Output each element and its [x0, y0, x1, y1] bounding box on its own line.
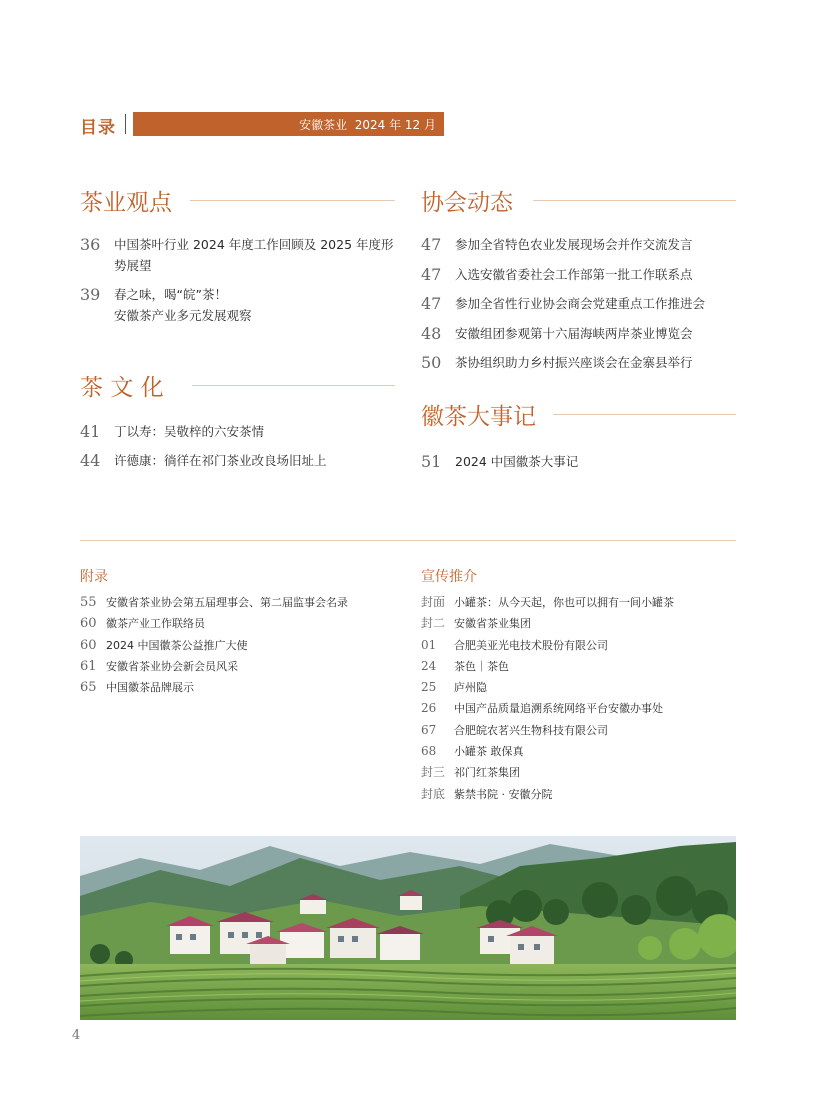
page-number: 65 — [80, 680, 97, 696]
page-number: 47 — [421, 264, 442, 284]
page-number: 50 — [421, 353, 442, 372]
toc-header — [80, 112, 445, 136]
page-number: 67 — [421, 722, 437, 737]
page-number: 26 — [421, 701, 437, 716]
page-number: 60 — [80, 637, 97, 653]
appendix-section — [80, 566, 400, 698]
page-number-footer: 4 — [72, 1028, 81, 1043]
toc-entry[interactable] — [421, 323, 736, 344]
section-tea-culture — [80, 369, 395, 471]
section-rule — [192, 385, 395, 386]
toc-entry[interactable] — [421, 264, 736, 285]
page-number: 封面 — [421, 595, 446, 609]
page-number: 36 — [80, 235, 101, 254]
entry-title: 中国徽茶品牌展示 — [106, 681, 194, 695]
toc-entry[interactable] — [421, 293, 736, 314]
section-divider — [80, 540, 736, 541]
page-number: 封三 — [421, 765, 446, 780]
entry-title: 紫禁书院 · 安徽分院 — [454, 787, 553, 801]
entry-title: 祁门红茶集团 — [454, 766, 520, 780]
page-number: 47 — [421, 235, 442, 254]
promotion-entry[interactable] — [421, 613, 736, 634]
toc-entry[interactable] — [80, 450, 395, 471]
entry-title: 茶色｜茶色 — [454, 659, 509, 673]
page-number: 51 — [421, 452, 442, 471]
toc-entry[interactable] — [80, 234, 395, 276]
header-separator — [125, 114, 126, 134]
entry-title: 丁以寿：吴敬梓的六安茶情 — [114, 424, 265, 439]
toc-entry[interactable] — [80, 421, 395, 442]
toc-entry[interactable] — [80, 284, 395, 326]
entry-title: 许德康：徜徉在祁门茶业改良场旧址上 — [114, 453, 327, 468]
toc-entry[interactable] — [421, 352, 736, 373]
promotion-entry[interactable] — [421, 784, 736, 805]
promotion-section — [421, 566, 736, 805]
entry-title: 徽茶产业工作联络员 — [106, 617, 205, 631]
entry-title: 中国茶叶行业 2024 年度工作回顾及 2025 年度形 — [114, 237, 394, 252]
page-number: 封二 — [421, 616, 446, 631]
promotion-title: 宣传推介 — [421, 569, 477, 585]
entry-title: 庐州隐 — [454, 681, 487, 695]
section-title: 茶 文 化 — [80, 375, 164, 401]
promotion-entry[interactable] — [421, 762, 736, 783]
section-rule — [553, 414, 736, 415]
toc-title: 目录 — [80, 118, 116, 138]
appendix-entry[interactable] — [80, 613, 400, 634]
page-number: 25 — [421, 680, 437, 695]
issue-banner: 安徽茶业 2024 年 12 月 — [133, 112, 444, 136]
entry-title: 安徽省茶业集团 — [454, 617, 531, 631]
promotion-entry[interactable] — [421, 677, 736, 698]
appendix-entry[interactable] — [80, 656, 400, 677]
promotion-entry[interactable] — [421, 656, 736, 677]
section-title: 徽茶大事记 — [421, 404, 536, 430]
promotion-entry[interactable] — [421, 741, 736, 762]
entry-subtitle: 安徽茶产业多元发展观察 — [114, 308, 252, 323]
page-number: 01 — [421, 637, 437, 652]
entry-title: 2024 中国徽茶公益推广大使 — [106, 638, 248, 652]
promotion-entry[interactable] — [421, 592, 736, 613]
promotion-entry[interactable] — [421, 635, 736, 656]
entry-title: 入选安徽省委社会工作部第一批工作联系点 — [455, 266, 693, 282]
page-number: 48 — [421, 323, 442, 343]
entry-title: 安徽组团参观第十六届海峡两岸茶业博览会 — [455, 325, 693, 341]
section-hui-tea-events — [421, 398, 736, 472]
entry-title: 春之味，喝“皖”茶！ — [114, 287, 227, 302]
toc-entry[interactable] — [421, 234, 736, 255]
section-rule — [533, 200, 736, 201]
entry-title-cont: 势展望 — [114, 258, 152, 273]
section-title: 茶业观点 — [80, 190, 172, 216]
entry-title: 2024 中国徽茶大事记 — [455, 454, 579, 469]
toc-entry[interactable] — [421, 451, 736, 472]
page-number: 68 — [421, 744, 437, 759]
appendix-entry[interactable] — [80, 677, 400, 698]
page-number: 55 — [80, 595, 97, 610]
entry-title: 参加全省特色农业发展现场会并作交流发言 — [455, 237, 693, 252]
page-number: 39 — [80, 285, 101, 304]
section-association-news — [421, 184, 736, 373]
section-tea-viewpoint — [80, 184, 395, 326]
entry-title: 合肥皖农茗兴生物科技有限公司 — [454, 723, 608, 737]
entry-title: 合肥美亚光电技术股份有限公司 — [454, 638, 608, 652]
entry-title: 茶协组织助力乡村振兴座谈会在金寨县举行 — [455, 355, 693, 370]
entry-title: 中国产品质量追溯系统网络平台安徽办事处 — [454, 702, 663, 716]
page-number: 封底 — [421, 786, 446, 801]
appendix-entry[interactable] — [80, 635, 400, 656]
tea-village-photo — [80, 836, 736, 1020]
entry-title: 小罐茶 敢保真 — [454, 745, 524, 759]
page-number: 41 — [80, 422, 101, 441]
page-number: 60 — [80, 616, 97, 632]
section-rule — [190, 200, 395, 201]
page-number: 44 — [80, 451, 101, 470]
page-number: 24 — [421, 658, 437, 673]
entry-title: 参加全省性行业协会商会党建重点工作推进会 — [455, 296, 706, 311]
appendix-entry[interactable] — [80, 592, 400, 613]
page-number: 61 — [80, 658, 97, 674]
entry-title: 安徽省茶业协会新会员风采 — [106, 659, 238, 673]
promotion-entry[interactable] — [421, 698, 736, 719]
appendix-title: 附录 — [80, 569, 108, 585]
page-number: 47 — [421, 294, 442, 313]
entry-title: 安徽省茶业协会第五届理事会、第二届监事会名录 — [106, 596, 348, 609]
entry-title: 小罐茶：从今天起，你也可以拥有一间小罐茶 — [454, 596, 674, 609]
promotion-entry[interactable] — [421, 720, 736, 741]
section-title: 协会动态 — [421, 190, 513, 216]
